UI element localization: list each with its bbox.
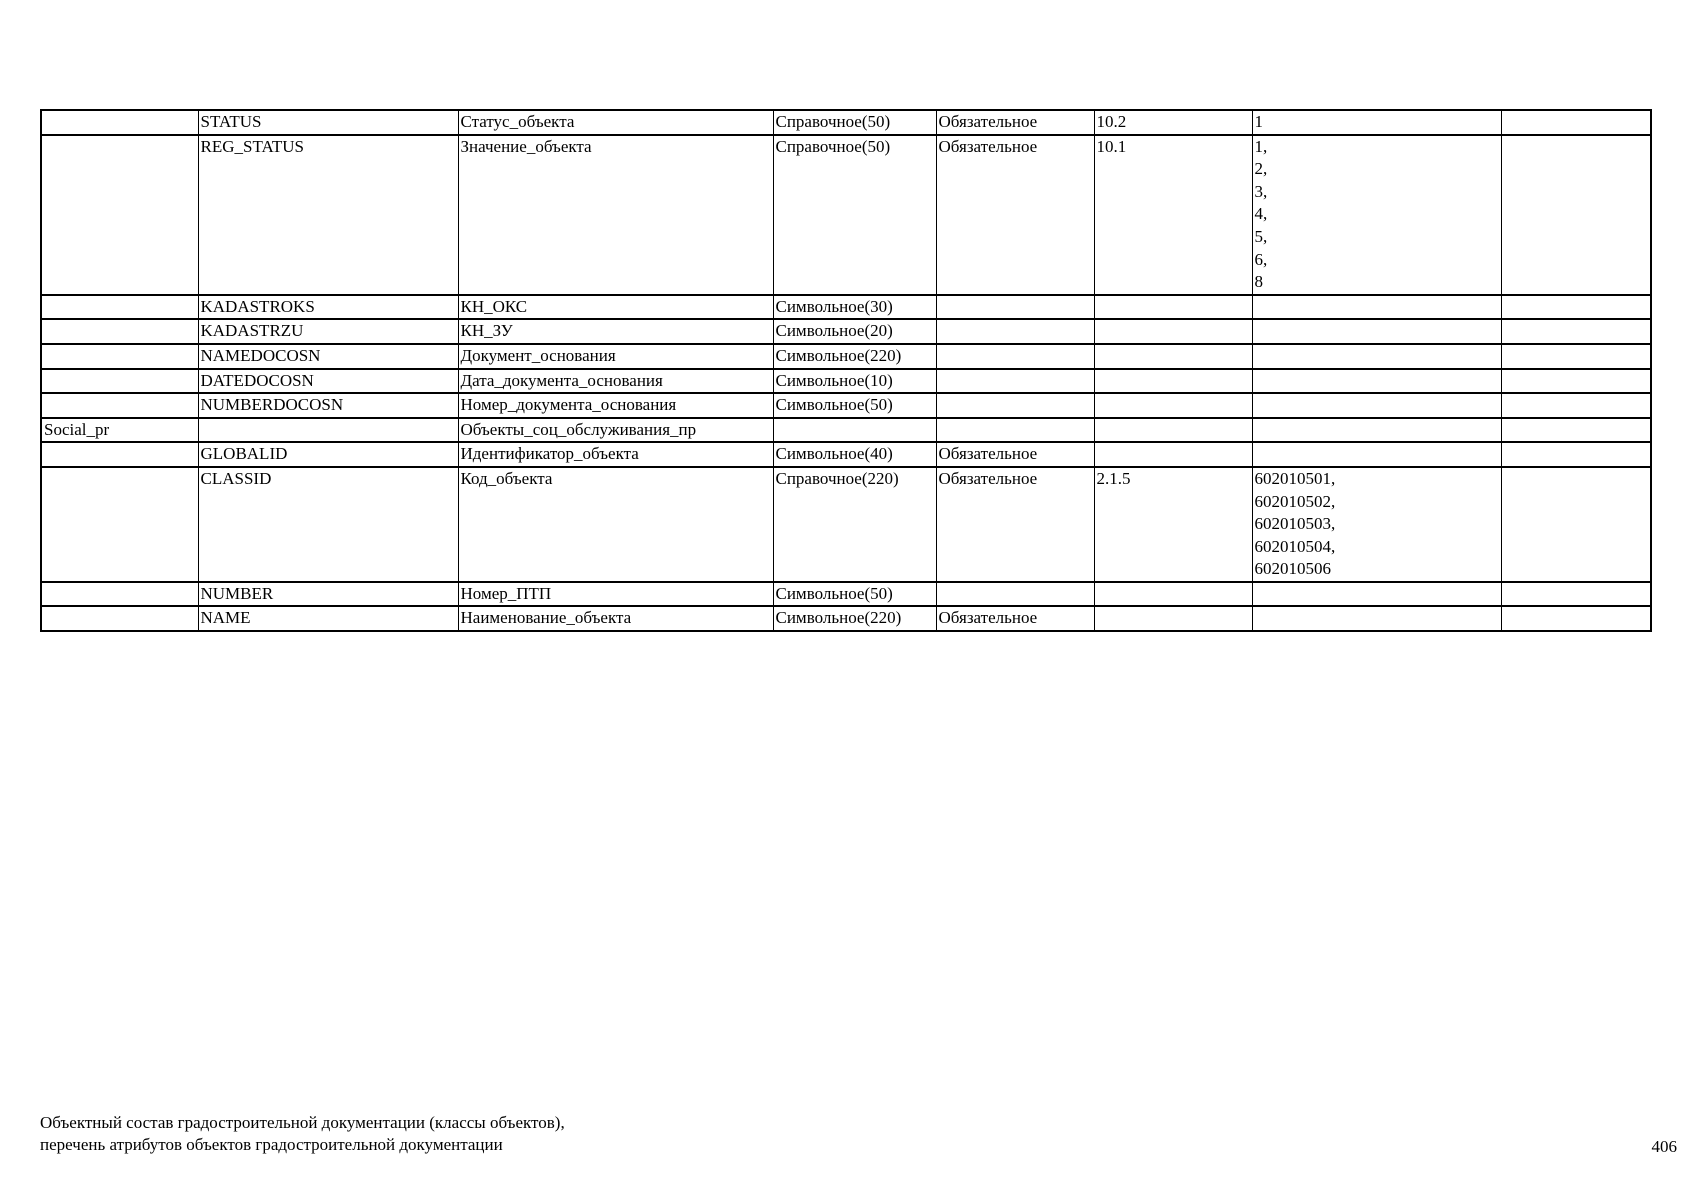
table-row [41, 467, 1651, 582]
cell-class-name [41, 606, 198, 631]
cell-field-name: NAME [198, 606, 458, 631]
footer-line-2: перечень атрибутов объектов градостроительной документации [40, 1135, 503, 1154]
cell-field-alias: Значение_объекта [458, 135, 773, 295]
cell-reference [1094, 295, 1252, 320]
cell-field-name: STATUS [198, 110, 458, 135]
attributes-table [40, 109, 1652, 632]
table-row [41, 606, 1651, 631]
table-body [41, 110, 1651, 631]
cell-note [1501, 467, 1651, 582]
cell-values [1252, 319, 1501, 344]
cell-values [1252, 369, 1501, 394]
cell-class-name [41, 442, 198, 467]
cell-field-alias: Дата_документа_основания [458, 369, 773, 394]
cell-field-name: KADASTROKS [198, 295, 458, 320]
table-row [41, 135, 1651, 295]
cell-field-name [198, 418, 458, 443]
cell-field-name: CLASSID [198, 467, 458, 582]
cell-class-name: Social_pr [41, 418, 198, 443]
table-row [41, 442, 1651, 467]
cell-class-name [41, 369, 198, 394]
cell-class-name [41, 110, 198, 135]
cell-values [1252, 295, 1501, 320]
cell-field-alias: Наименование_объекта [458, 606, 773, 631]
cell-field-type: Символьное(220) [773, 606, 936, 631]
cell-field-name: REG_STATUS [198, 135, 458, 295]
cell-values: 1 [1252, 110, 1501, 135]
cell-field-name: DATEDOCOSN [198, 369, 458, 394]
table-row [41, 418, 1651, 443]
cell-values: 602010501, 602010502, 602010503, 602010504, 602010506 [1252, 467, 1501, 582]
cell-note [1501, 369, 1651, 394]
table-row [41, 319, 1651, 344]
cell-field-alias: КН_ОКС [458, 295, 773, 320]
cell-reference [1094, 582, 1252, 607]
cell-requirement: Обязательное [936, 135, 1094, 295]
table-row [41, 582, 1651, 607]
cell-requirement: Обязательное [936, 467, 1094, 582]
cell-note [1501, 344, 1651, 369]
cell-reference [1094, 418, 1252, 443]
cell-field-alias: Код_объекта [458, 467, 773, 582]
footer-line-1: Объектный состав градостроительной документации (классы объектов), [40, 1113, 565, 1132]
cell-values [1252, 606, 1501, 631]
cell-class-name [41, 319, 198, 344]
footer [40, 1112, 565, 1156]
table-row [41, 344, 1651, 369]
cell-field-type: Справочное(220) [773, 467, 936, 582]
cell-requirement [936, 582, 1094, 607]
cell-values [1252, 344, 1501, 369]
cell-requirement [936, 344, 1094, 369]
cell-reference [1094, 442, 1252, 467]
cell-field-alias: Документ_основания [458, 344, 773, 369]
cell-requirement: Обязательное [936, 110, 1094, 135]
cell-field-type: Символьное(10) [773, 369, 936, 394]
cell-reference: 2.1.5 [1094, 467, 1252, 582]
cell-field-type [773, 418, 936, 443]
table-row [41, 295, 1651, 320]
cell-note [1501, 418, 1651, 443]
cell-field-alias: КН_ЗУ [458, 319, 773, 344]
cell-requirement [936, 295, 1094, 320]
cell-field-type: Справочное(50) [773, 110, 936, 135]
cell-requirement [936, 319, 1094, 344]
cell-field-name: GLOBALID [198, 442, 458, 467]
cell-values [1252, 393, 1501, 418]
cell-values [1252, 582, 1501, 607]
cell-values [1252, 442, 1501, 467]
cell-field-alias: Номер_ПТП [458, 582, 773, 607]
cell-note [1501, 135, 1651, 295]
cell-reference [1094, 606, 1252, 631]
cell-note [1501, 442, 1651, 467]
cell-note [1501, 606, 1651, 631]
cell-note [1501, 582, 1651, 607]
cell-field-alias: Номер_документа_основания [458, 393, 773, 418]
cell-field-alias: Объекты_соц_обслуживания_пр [458, 418, 773, 443]
cell-requirement [936, 418, 1094, 443]
cell-requirement [936, 393, 1094, 418]
cell-reference [1094, 344, 1252, 369]
cell-reference [1094, 319, 1252, 344]
cell-field-alias: Идентификатор_объекта [458, 442, 773, 467]
table-row [41, 393, 1651, 418]
cell-class-name [41, 344, 198, 369]
cell-note [1501, 295, 1651, 320]
cell-field-name: NUMBERDOCOSN [198, 393, 458, 418]
cell-field-type: Символьное(50) [773, 582, 936, 607]
cell-field-name: NAMEDOCOSN [198, 344, 458, 369]
cell-requirement: Обязательное [936, 442, 1094, 467]
cell-class-name [41, 467, 198, 582]
cell-requirement: Обязательное [936, 606, 1094, 631]
cell-note [1501, 110, 1651, 135]
cell-field-type: Символьное(30) [773, 295, 936, 320]
cell-class-name [41, 582, 198, 607]
cell-class-name [41, 393, 198, 418]
table-row [41, 110, 1651, 135]
cell-field-type: Символьное(20) [773, 319, 936, 344]
cell-values: 1, 2, 3, 4, 5, 6, 8 [1252, 135, 1501, 295]
cell-class-name [41, 135, 198, 295]
table-row [41, 369, 1651, 394]
page-number: 406 [1651, 1137, 1677, 1156]
cell-note [1501, 319, 1651, 344]
cell-values [1252, 418, 1501, 443]
cell-requirement [936, 369, 1094, 394]
cell-field-name: NUMBER [198, 582, 458, 607]
cell-field-alias: Статус_объекта [458, 110, 773, 135]
cell-field-type: Символьное(40) [773, 442, 936, 467]
cell-note [1501, 393, 1651, 418]
cell-reference: 10.2 [1094, 110, 1252, 135]
cell-reference [1094, 393, 1252, 418]
cell-field-name: KADASTRZU [198, 319, 458, 344]
cell-field-type: Символьное(50) [773, 393, 936, 418]
cell-class-name [41, 295, 198, 320]
cell-field-type: Символьное(220) [773, 344, 936, 369]
cell-reference: 10.1 [1094, 135, 1252, 295]
cell-field-type: Справочное(50) [773, 135, 936, 295]
cell-reference [1094, 369, 1252, 394]
